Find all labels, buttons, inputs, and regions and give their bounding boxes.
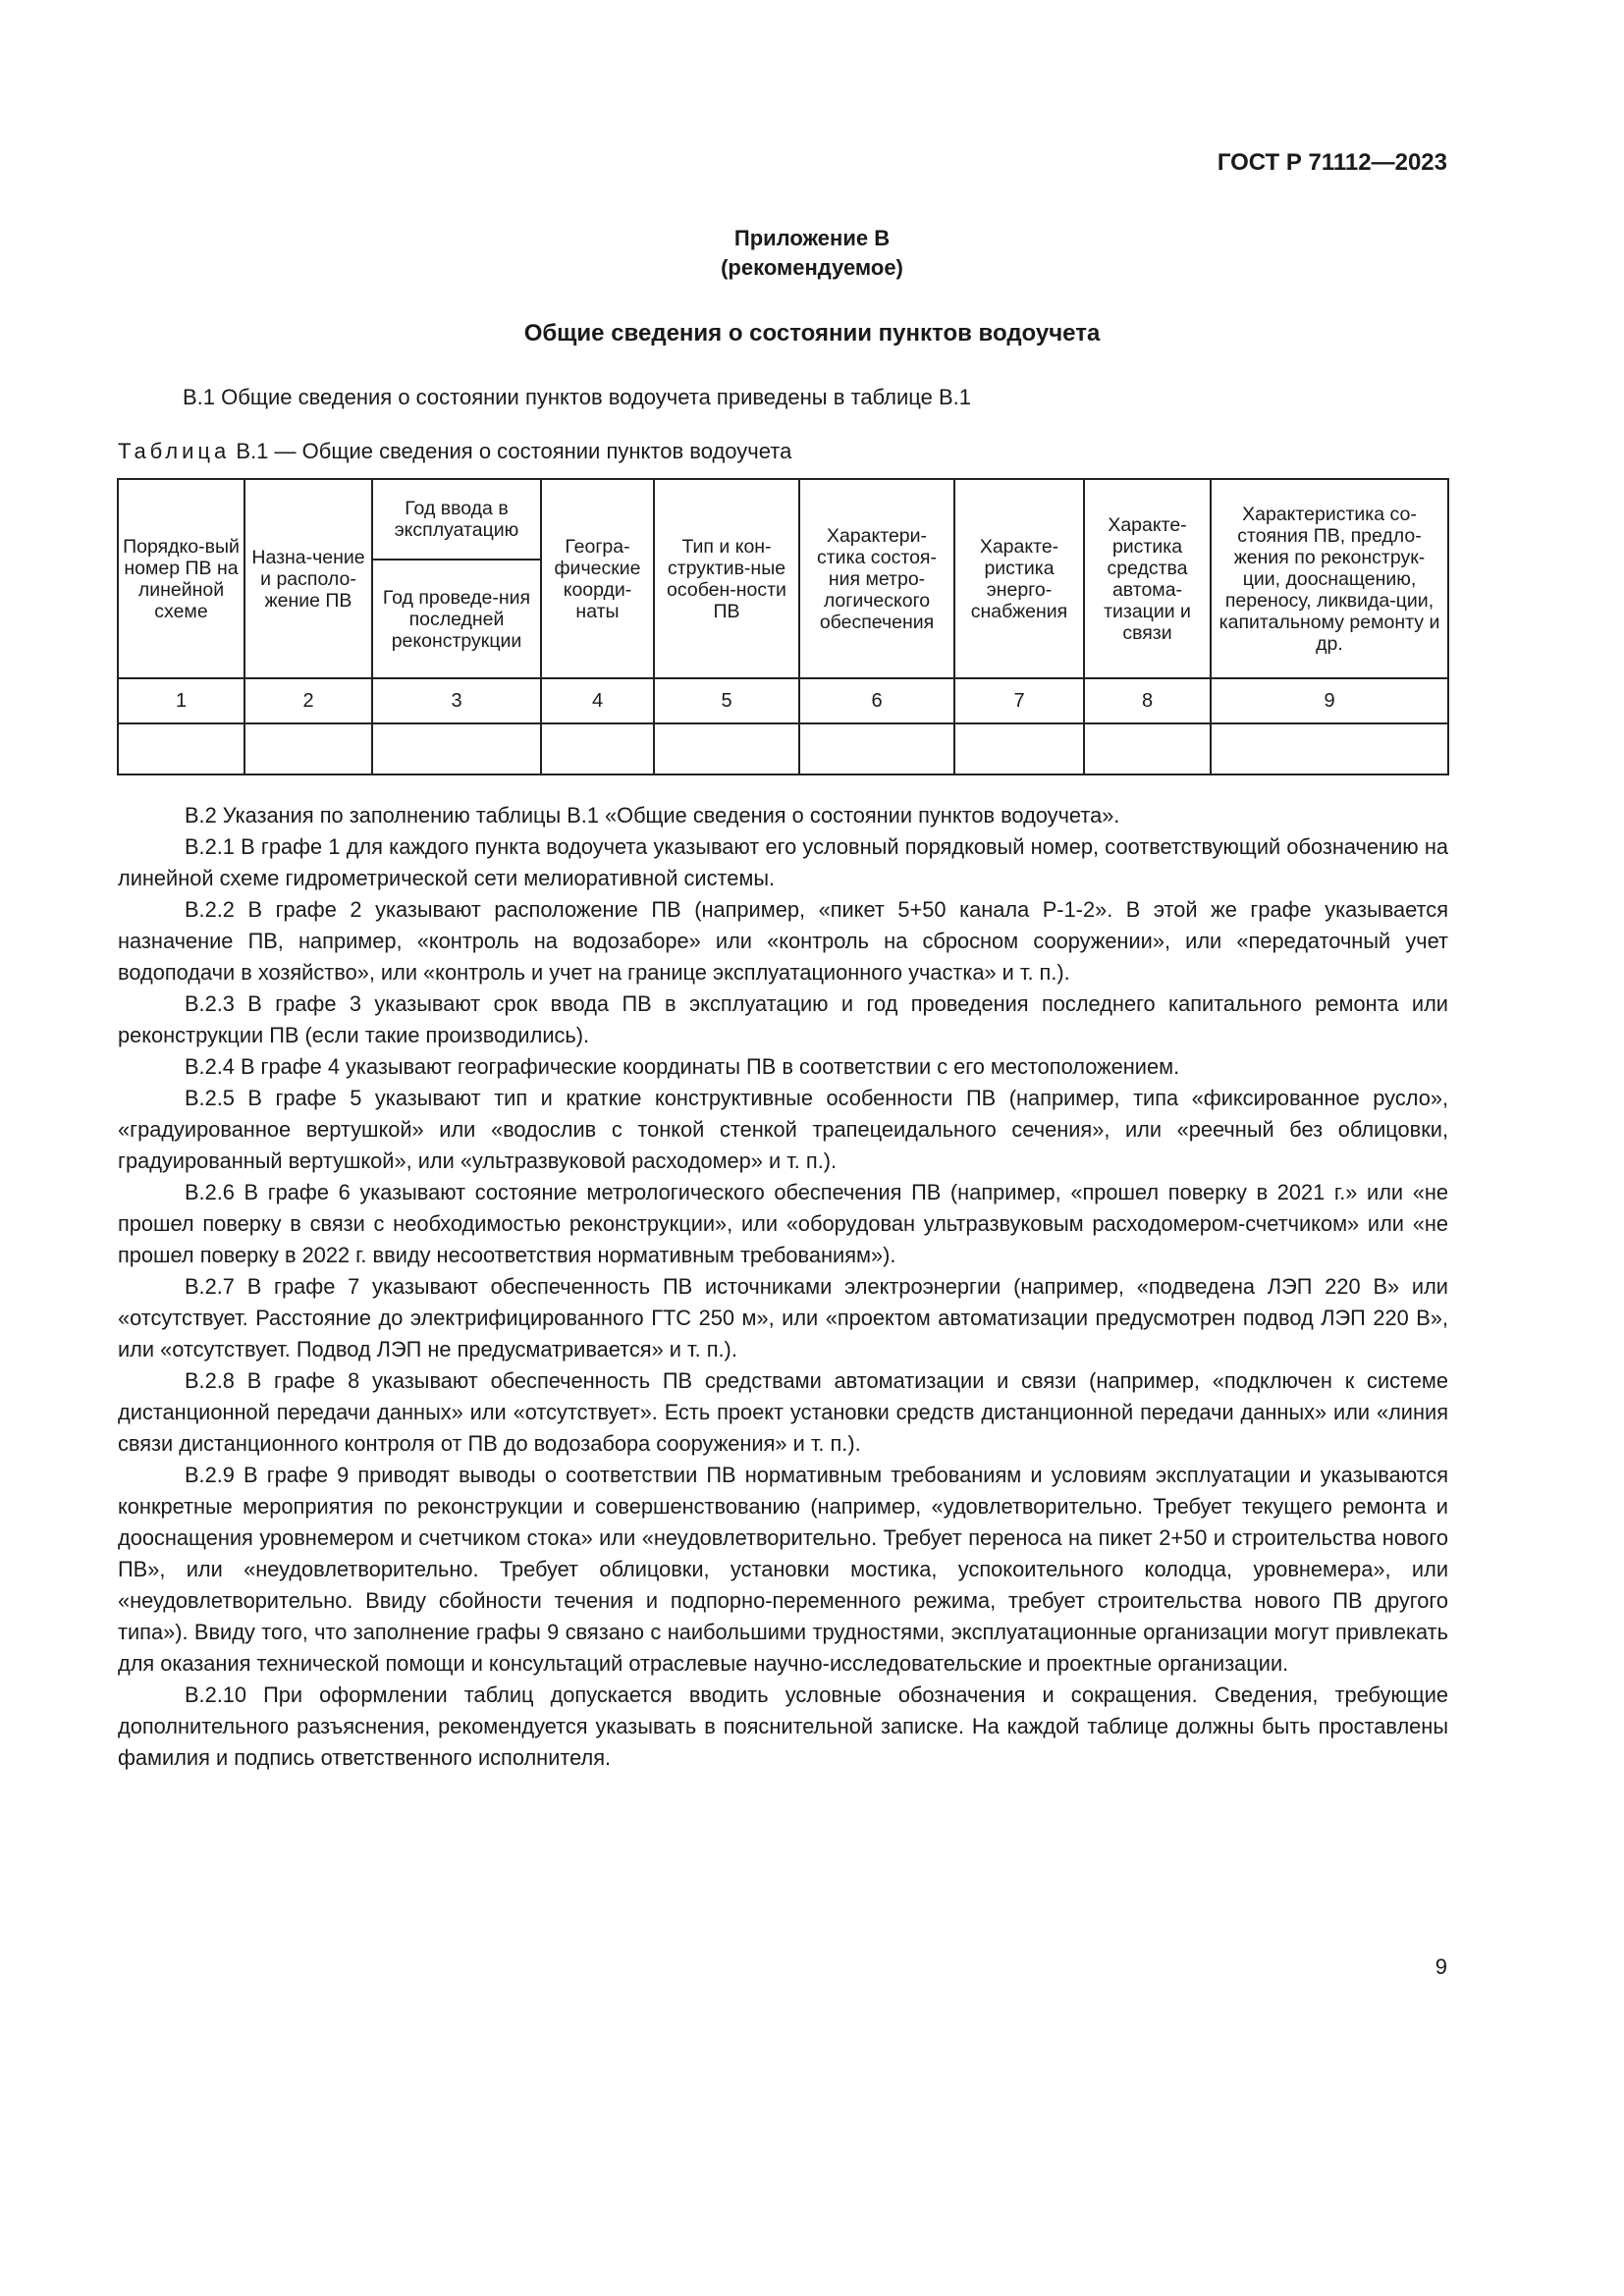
header-cell: Характе-ристика энерго-снабжения: [954, 479, 1084, 678]
column-number-cell: 3: [372, 678, 541, 723]
header-cell: Характе-ристика средства автома-тизации и связи: [1084, 479, 1211, 678]
header-cell: Тип и кон-структив-ные особен-ности ПВ: [654, 479, 799, 678]
header-cell: Геогра-фические коорди-наты: [541, 479, 654, 678]
instructions-body: [118, 800, 1448, 1774]
empty-cell: [118, 723, 244, 774]
paragraph: В.2.6 В графе 6 указывают состояние метрологического обеспечения ПВ (например, «прошел поверку в 2021 г.» или «не прошел поверку в связи с необходимостью реконструкции», или «оборудован ультразвуковым расходомером-счетчиком» или «не прошел поверку в 2022 г. ввиду несоответствия нормативным требованиям»).: [118, 1180, 1448, 1267]
status-table: [117, 478, 1449, 775]
table-number-row: [118, 678, 1448, 723]
column-number-cell: 5: [654, 678, 799, 723]
section-heading: Общие сведения о состоянии пунктов водоучета: [523, 320, 1101, 347]
column-number-cell: 2: [244, 678, 372, 723]
table-caption: [118, 439, 791, 464]
header-cell: Год ввода в эксплуатацию: [372, 479, 541, 560]
column-number-cell: 7: [954, 678, 1084, 723]
paragraph: В.2.7 В графе 7 указывают обеспеченность ПВ источниками электроэнергии (например, «подведена ЛЭП 220 В» или «отсутствует. Расстояние до электрифицированного ГТС 250 м», или «проектом автоматизации предусмотрен подвод ЛЭП 220 В», или «отсутствует. Подвод ЛЭП не предусматривается» и т. п.).: [118, 1274, 1448, 1362]
empty-cell: [372, 723, 541, 774]
appendix-note: (рекомендуемое): [721, 255, 903, 280]
empty-cell: [954, 723, 1084, 774]
empty-cell: [654, 723, 799, 774]
paragraph: В.2.4 В графе 4 указывают географические координаты ПВ в соответствии с его местоположением.: [185, 1054, 1180, 1079]
page-number: 9: [1435, 1954, 1447, 1979]
intro-paragraph: В.1 Общие сведения о состоянии пунктов водоучета приведены в таблице В.1: [183, 385, 972, 409]
paragraph: В.2.3 В графе 3 указывают срок ввода ПВ в эксплуатацию и год проведения последнего капитального ремонта или реконструкции ПВ (если такие производились).: [118, 991, 1448, 1047]
column-number-cell: 4: [541, 678, 654, 723]
column-number-cell: 8: [1084, 678, 1211, 723]
header-cell: Порядко-вый номер ПВ на линейной схеме: [118, 479, 244, 678]
empty-cell: [244, 723, 372, 774]
header-cell: Год проведе-ния последней реконструкции: [372, 560, 541, 678]
column-number-cell: 6: [799, 678, 954, 723]
empty-cell: [1211, 723, 1448, 774]
appendix-heading: [0, 224, 1624, 283]
table-header-row: [118, 479, 1448, 560]
header-cell: Характери-стика состоя-ния метро-логического обеспечения: [799, 479, 954, 678]
column-number-cell: 1: [118, 678, 244, 723]
column-number-cell: 9: [1211, 678, 1448, 723]
header-cell: Назна-чение и располо-жение ПВ: [244, 479, 372, 678]
table-caption-text: В.1 — Общие сведения о состоянии пунктов водоучета: [236, 439, 792, 463]
empty-cell: [1084, 723, 1211, 774]
appendix-title: Приложение В: [733, 226, 891, 250]
table-empty-row: [118, 723, 1448, 774]
paragraph: В.2.10 При оформлении таблиц допускается вводить условные обозначения и сокращения. Сведения, требующие дополнительного разъяснения, рекомендуется указывать в пояснительной записке. На каждой таблице должны быть проставлены фамилия и подпись ответственного исполнителя.: [118, 1682, 1448, 1770]
table-caption-prefix: Таблица: [118, 439, 231, 463]
header-cell: Характеристика со-стояния ПВ, предло-жения по реконструк-ции, дооснащению, переносу, ликвида-ции, капитальному ремонту и др.: [1211, 479, 1448, 678]
paragraph: В.2.2 В графе 2 указывают расположение ПВ (например, «пикет 5+50 канала Р-1-2». В этой же графе указывается назначение ПВ, например, «контроль на водозаборе» или «контроль на сбросном сооружении», или «передаточный учет водоподачи в хозяйство», или «контроль и учет на границе эксплуатационного участка» и т. п.).: [118, 897, 1448, 985]
empty-cell: [799, 723, 954, 774]
paragraph: В.2.9 В графе 9 приводят выводы о соответствии ПВ нормативным требованиям и условиям эксплуатации и указываются конкретные мероприятия по реконструкции и совершенствованию (например, «удовлетворительно. Требует текущего ремонта и дооснащения уровнемером и счетчиком стока» или «неудовлетворительно. Требует переноса на пикет 2+50 и строительства нового ПВ», или «неудовлетворительно. Требует облицовки, установки мостика, успокоительного колодца, уровнемера», или «неудовлетворительно. Ввиду сбойности течения и подпорно-переменного режима, требует строительства нового ПВ другого типа»). Ввиду того, что заполнение графы 9 связано с наибольшими трудностями, эксплуатационные организации могут привлекать для оказания технической помощи и консультаций отраслевые научно-исследовательские и проектные организации.: [118, 1463, 1448, 1676]
paragraph: В.2.5 В графе 5 указывают тип и краткие конструктивные особенности ПВ (например, типа «фиксированное русло», «градуированное вертушкой» или «водослив с тонкой стенкой трапецеидального сечения», или «реечный без облицовки, градуированный вертушкой», или «ультразвуковой расходомер» и т. п.).: [118, 1086, 1448, 1173]
empty-cell: [541, 723, 654, 774]
document-code: ГОСТ Р 71112—2023: [1217, 149, 1447, 176]
paragraph: В.2.1 В графе 1 для каждого пункта водоучета указывают его условный порядковый номер, соответствующий обозначению на линейной схеме гидрометрической сети мелиоративной системы.: [118, 834, 1448, 890]
paragraph: В.2.8 В графе 8 указывают обеспеченность ПВ средствами автоматизации и связи (например, «подключен к системе дистанционной передачи данных» или «отсутствует». Есть проект установки средств дистанционной передачи данных» или «линия связи дистанционного контроля от ПВ до водозабора сооружения» и т. п.).: [118, 1368, 1448, 1456]
paragraph: В.2 Указания по заполнению таблицы В.1 «Общие сведения о состоянии пунктов водоучета».: [185, 803, 1120, 828]
